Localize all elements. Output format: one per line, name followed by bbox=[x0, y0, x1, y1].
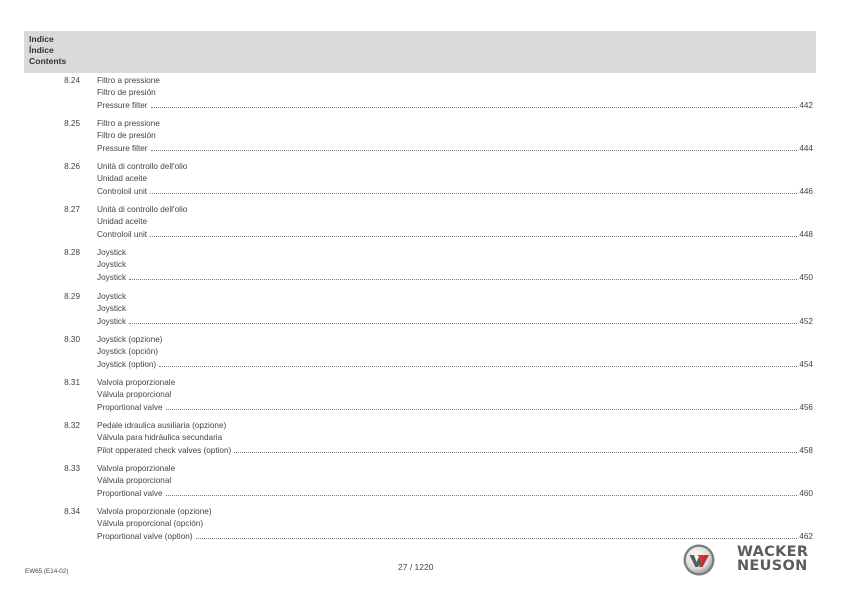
title-english: Proportional valve bbox=[97, 488, 163, 498]
dot-leader bbox=[166, 494, 798, 496]
page-number-link[interactable]: 444 bbox=[799, 144, 813, 154]
section-number: 8.27 bbox=[64, 205, 80, 215]
toc-entry[interactable] bbox=[0, 202, 842, 242]
page-number-link[interactable]: 442 bbox=[799, 101, 813, 110]
toc-entry[interactable] bbox=[0, 159, 842, 199]
title-english: Joystick bbox=[97, 273, 127, 283]
section-number: 8.32 bbox=[64, 420, 80, 430]
title-english-row bbox=[97, 142, 813, 153]
toc-entry[interactable] bbox=[0, 461, 842, 501]
title-english-row bbox=[97, 99, 813, 110]
dot-leader bbox=[150, 235, 797, 237]
title-italian: Joystick (opzione) bbox=[97, 334, 163, 344]
title-italian: Pedale idraulica ausiliaria (opzione) bbox=[97, 420, 227, 430]
header-title-en: Contents bbox=[29, 56, 67, 66]
title-english-row bbox=[97, 271, 813, 282]
title-italian: Joystick bbox=[97, 291, 127, 301]
wacker-neuson-w-logo-icon bbox=[683, 544, 715, 576]
title-italian: Unità di controllo dell'olio bbox=[97, 162, 188, 172]
title-italian: Filtro a pressione bbox=[97, 119, 160, 129]
title-spanish: Joystick bbox=[97, 303, 127, 313]
page-indicator: 27 / 1220 bbox=[398, 562, 434, 572]
page-number-link[interactable]: 454 bbox=[799, 359, 813, 369]
title-english-row bbox=[97, 487, 813, 498]
title-english-row bbox=[97, 315, 813, 326]
title-spanish: Filtro de presión bbox=[97, 131, 156, 141]
toc-entry[interactable] bbox=[0, 245, 842, 285]
dot-leader bbox=[151, 106, 798, 108]
brand-line-2: NEUSON bbox=[737, 558, 808, 574]
page-number-link[interactable]: 462 bbox=[799, 532, 813, 541]
section-number: 8.25 bbox=[64, 119, 80, 129]
title-english: Pressure filter bbox=[97, 144, 148, 154]
title-italian: Valvola proporzionale bbox=[97, 463, 176, 473]
dot-leader bbox=[129, 322, 797, 324]
document-code: EW65 (E14-02) bbox=[25, 568, 69, 575]
header-title-es: Índice bbox=[29, 45, 54, 55]
title-italian: Valvola proporzionale (opzione) bbox=[97, 507, 212, 516]
toc-entry[interactable] bbox=[0, 332, 842, 372]
section-number: 8.34 bbox=[64, 507, 80, 516]
section-number: 8.33 bbox=[64, 463, 80, 473]
title-spanish: Joystick (opción) bbox=[97, 346, 158, 356]
title-english-row bbox=[97, 530, 813, 541]
page-number-link[interactable]: 450 bbox=[799, 273, 813, 283]
title-english: Controloil unit bbox=[97, 187, 148, 197]
title-spanish: Válvula proporcional bbox=[97, 475, 172, 485]
dot-leader bbox=[159, 365, 797, 367]
title-english-row bbox=[97, 358, 813, 369]
page-number-link[interactable]: 456 bbox=[799, 402, 813, 412]
section-number: 8.24 bbox=[64, 76, 80, 85]
title-italian: Unità di controllo dell'olio bbox=[97, 205, 188, 215]
dot-leader bbox=[150, 192, 797, 194]
dot-leader bbox=[129, 278, 797, 280]
brand-wordmark bbox=[737, 545, 808, 573]
toc-entry[interactable] bbox=[0, 289, 842, 329]
title-english: Joystick bbox=[97, 316, 127, 326]
toc-entry[interactable] bbox=[0, 504, 842, 544]
title-english: Proportional valve bbox=[97, 402, 163, 412]
dot-leader bbox=[166, 408, 798, 410]
title-english: Controloil unit bbox=[97, 230, 148, 240]
page-number-link[interactable]: 458 bbox=[799, 445, 813, 455]
title-spanish: Válvula proporcional bbox=[97, 389, 172, 399]
section-number: 8.30 bbox=[64, 334, 80, 344]
title-spanish: Unidad aceite bbox=[97, 217, 148, 227]
title-english: Proportional valve (option) bbox=[97, 532, 193, 541]
page-number-link[interactable]: 446 bbox=[799, 187, 813, 197]
toc-entry[interactable] bbox=[0, 116, 842, 156]
dot-leader bbox=[234, 451, 797, 453]
title-english-row bbox=[97, 444, 813, 455]
title-spanish: Filtro de presión bbox=[97, 88, 156, 97]
dot-leader bbox=[196, 537, 798, 539]
toc-header bbox=[24, 31, 816, 73]
title-english: Joystick (option) bbox=[97, 359, 157, 369]
section-number: 8.29 bbox=[64, 291, 80, 301]
title-italian: Filtro a pressione bbox=[97, 76, 160, 85]
title-italian: Joystick bbox=[97, 248, 127, 258]
toc-entry[interactable] bbox=[0, 418, 842, 458]
brand-line-1: WACKER bbox=[737, 544, 809, 560]
toc-entry[interactable] bbox=[0, 375, 842, 415]
title-spanish: Válvula proporcional (opción) bbox=[97, 519, 204, 528]
section-number: 8.26 bbox=[64, 162, 80, 172]
title-english: Pilot opperated check valves (option) bbox=[97, 445, 232, 455]
section-number: 8.28 bbox=[64, 248, 80, 258]
title-spanish: Unidad aceite bbox=[97, 174, 148, 184]
title-spanish: Joystick bbox=[97, 260, 127, 270]
section-number: 8.31 bbox=[64, 377, 80, 387]
title-english: Pressure filter bbox=[97, 101, 148, 110]
page-number-link[interactable]: 460 bbox=[799, 488, 813, 498]
title-english-row bbox=[97, 228, 813, 239]
dot-leader bbox=[151, 149, 798, 151]
toc-entry[interactable] bbox=[0, 73, 842, 113]
title-italian: Valvola proporzionale bbox=[97, 377, 176, 387]
page-number-link[interactable]: 452 bbox=[799, 316, 813, 326]
page-number-link[interactable]: 448 bbox=[799, 230, 813, 240]
title-spanish: Válvula para hidráulica secundaria bbox=[97, 432, 223, 442]
header-title-it: Indice bbox=[29, 34, 54, 44]
title-english-row bbox=[97, 185, 813, 196]
title-english-row bbox=[97, 401, 813, 412]
